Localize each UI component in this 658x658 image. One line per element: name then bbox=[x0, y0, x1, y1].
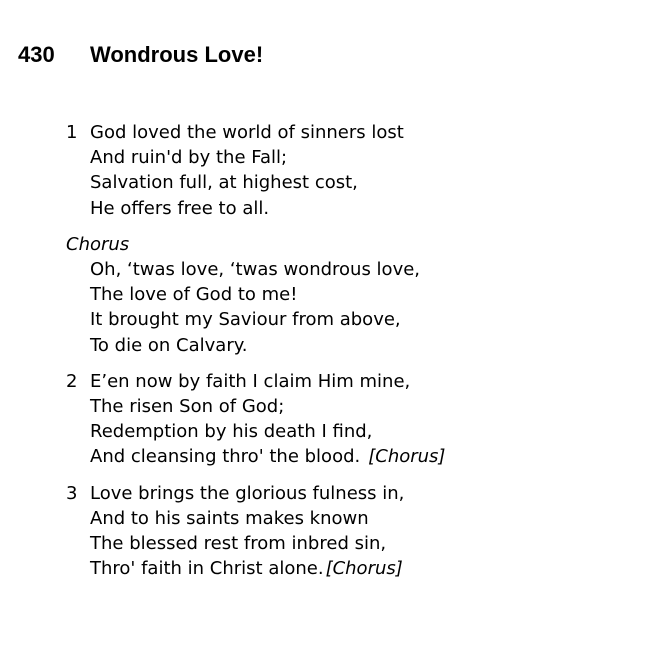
verse-3 bbox=[66, 481, 445, 582]
hymn-lyrics bbox=[66, 120, 445, 581]
verse-line: E’en now by faith I claim Him mine, bbox=[90, 370, 411, 392]
chorus-line: To die on Calvary. bbox=[90, 334, 248, 356]
verse-line: Redemption by his death I find, bbox=[90, 421, 373, 443]
chorus-line: The love of God to me! bbox=[90, 284, 298, 306]
verse-number: 1 bbox=[66, 122, 78, 143]
verse-line: And ruin'd by the Fall; bbox=[90, 147, 288, 169]
chorus-line: It brought my Saviour from above, bbox=[90, 309, 401, 331]
chorus-reference: [Chorus] bbox=[325, 558, 403, 580]
chorus-reference: [Chorus] bbox=[368, 446, 446, 468]
verse-line-with-ref bbox=[90, 556, 445, 581]
hymn-number: 430 bbox=[18, 42, 55, 67]
verse-number: 3 bbox=[66, 482, 78, 504]
verse-line-with-ref bbox=[90, 444, 445, 469]
verse-line: The risen Son of God; bbox=[90, 396, 285, 418]
hymn-title: Wondrous Love! bbox=[90, 42, 264, 67]
verse-line: And cleansing thro' the blood. bbox=[90, 446, 361, 468]
verse-line: God loved the world of sinners lost bbox=[90, 122, 404, 143]
verse-line: Thro' faith in Christ alone. bbox=[90, 558, 324, 580]
verse-line: And to his saints makes known bbox=[90, 507, 369, 529]
verse-line: Love brings the glorious fulness in, bbox=[90, 482, 405, 504]
verse-1 bbox=[66, 120, 445, 221]
verse-line: The blessed rest from inbred sin, bbox=[90, 533, 387, 555]
chorus-label: Chorus bbox=[66, 233, 130, 255]
verse-2 bbox=[66, 369, 445, 470]
chorus-line: Oh, ‘twas love, ‘twas wondrous love, bbox=[90, 259, 421, 281]
chorus bbox=[66, 232, 445, 358]
verse-line: Salvation full, at highest cost, bbox=[90, 172, 358, 194]
hymn-header bbox=[18, 40, 263, 70]
verse-line: He offers free to all. bbox=[90, 197, 270, 219]
verse-number: 2 bbox=[66, 370, 78, 392]
